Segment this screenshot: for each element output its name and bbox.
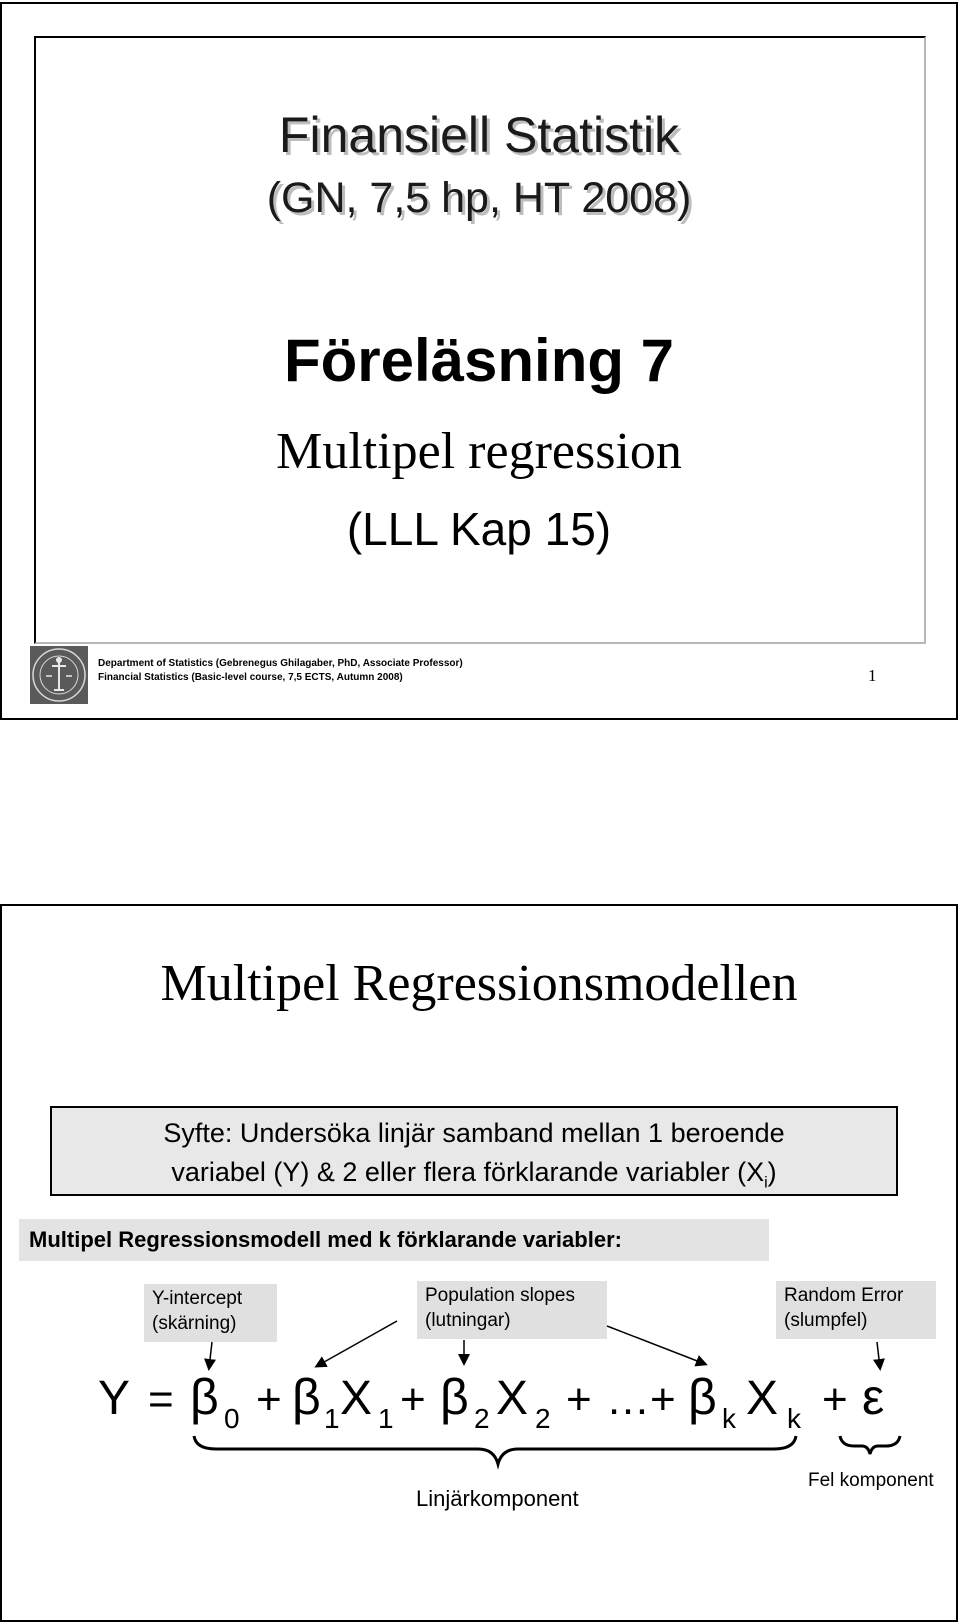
eq-beta-2: β — [440, 1369, 469, 1425]
purpose-subscript: i — [764, 1174, 768, 1192]
slopes-label-line-2: (lutningar) — [425, 1310, 511, 1331]
eq-plus-5: + — [822, 1375, 848, 1424]
regression-equation — [2, 906, 960, 1624]
purpose-line-1: Syfte: Undersöka linjär samband mellan 1 beroende — [163, 1118, 785, 1148]
lecture-reference: (LLL Kap 15) — [346, 503, 612, 555]
slide-1 — [0, 2, 958, 720]
eq-x-1: X — [340, 1372, 373, 1425]
eq-plus-4: + — [650, 1375, 676, 1424]
course-subtitle: (GN, 7,5 hp, HT 2008) — [266, 174, 692, 222]
slope-arrow-k — [607, 1326, 705, 1364]
eq-beta-0: β — [190, 1369, 219, 1425]
eq-plus-3: + — [566, 1375, 592, 1424]
eq-sub-0: 0 — [224, 1403, 240, 1434]
eq-beta-k: β — [688, 1369, 717, 1425]
intercept-arrow — [209, 1342, 212, 1368]
eq-plus-1: + — [256, 1375, 282, 1424]
footer-course: Financial Statistics (Basic-level course, 7,5 ECTS, Autumn 2008) — [98, 672, 403, 683]
lecture-topic: Multipel regression — [276, 423, 682, 480]
error-label-line-2: (slumpfel) — [784, 1310, 868, 1331]
error-arrow — [877, 1342, 880, 1368]
error-component-brace — [840, 1436, 900, 1454]
eq-sub-beta-1: 1 — [324, 1403, 340, 1434]
purpose-line-2-text: variabel (Y) & 2 eller flera förklarande variabler (X — [171, 1157, 765, 1187]
linear-component-label: Linjärkomponent — [416, 1486, 579, 1511]
eq-sub-x-2: 2 — [535, 1403, 551, 1434]
eq-sub-x-k: k — [787, 1403, 801, 1434]
eq-sub-beta-k: k — [722, 1403, 736, 1434]
eq-ellipsis: … — [606, 1375, 650, 1424]
error-label-line-1: Random Error — [784, 1285, 904, 1306]
eq-equals: = — [148, 1375, 174, 1424]
eq-sub-beta-2: 2 — [474, 1403, 490, 1434]
slope-arrow-1 — [317, 1321, 397, 1366]
intercept-label-line-2: (skärning) — [152, 1313, 237, 1334]
slide-title: Multipel Regressionsmodellen — [160, 955, 798, 1012]
slide-2 — [0, 904, 958, 1622]
lecture-title: Föreläsning 7 — [283, 327, 675, 394]
linear-component-brace — [194, 1436, 796, 1464]
eq-x-k: X — [746, 1372, 779, 1425]
eq-y: Y — [98, 1372, 131, 1425]
purpose-line-2-end: ) — [767, 1157, 777, 1187]
eq-plus-2: + — [400, 1375, 426, 1424]
eq-epsilon: ε — [862, 1369, 885, 1425]
eq-beta-1: β — [292, 1369, 321, 1425]
model-header: Multipel Regressionsmodell med k förklarande variabler: — [19, 1219, 769, 1261]
intercept-label-line-1: Y-intercept — [152, 1288, 243, 1309]
course-title: Finansiell Statistik — [278, 107, 680, 163]
page-number: 1 — [868, 666, 877, 685]
university-seal-icon — [30, 646, 88, 704]
slopes-label-line-1: Population slopes — [425, 1285, 575, 1306]
eq-sub-x-1: 1 — [378, 1403, 394, 1434]
eq-x-2: X — [496, 1372, 529, 1425]
error-component-label: Fel komponent — [808, 1470, 934, 1491]
footer-department: Department of Statistics (Gebrenegus Ghilagaber, PhD, Associate Professor) — [98, 658, 463, 669]
